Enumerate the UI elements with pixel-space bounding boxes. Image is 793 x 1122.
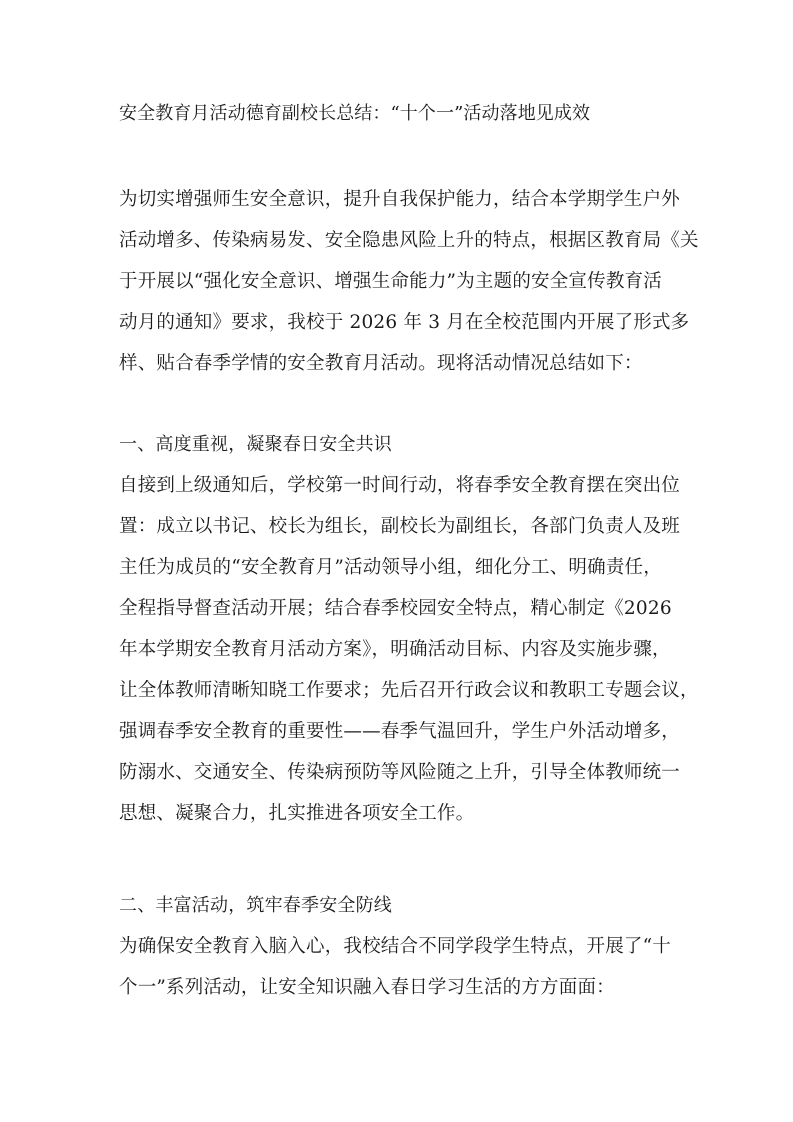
- intro-line: 活动增多、传染病易发、安全隐患风险上升的特点，根据区教育局《关: [119, 230, 699, 251]
- section-line: 个一”系列活动，让安全知识融入春日学习生活的方方面面：: [119, 977, 615, 998]
- section-line: 强调春季安全教育的重要性——春季气温回升，学生户外活动增多，: [119, 721, 681, 742]
- section-line: 自接到上级通知后，学校第一时间行动，将春季安全教育摆在突出位: [119, 475, 681, 496]
- section-line: 年本学期安全教育月活动方案》，明确活动目标、内容及实施步骤，: [119, 639, 671, 660]
- section-line: 主任为成员的“安全教育月”活动领导小组，细化分工、明确责任，: [119, 557, 662, 578]
- intro-line: 样、贴合春季学情的安全教育月活动。现将活动情况总结如下：: [119, 353, 643, 374]
- document-title: 安全教育月活动德育副校长总结：“十个一”活动落地见成效: [119, 103, 591, 124]
- section-line: 思想、凝聚合力，扎实推进各项安全工作。: [119, 803, 475, 824]
- section-line: 全程指导督查活动开展；结合春季校园安全特点，精心制定《2026: [119, 598, 672, 619]
- section-heading: 一、高度重视，凝聚春日安全共识: [119, 434, 392, 455]
- section-line: 防溺水、交通安全、传染病预防等风险随之上升，引导全体教师统一: [119, 762, 681, 783]
- intro-line: 为切实增强师生安全意识，提升自我保护能力，结合本学期学生户外: [119, 189, 681, 210]
- section-heading: 二、丰富活动，筑牢春季安全防线: [119, 895, 392, 916]
- section-line: 为确保安全教育入脑入心，我校结合不同学段学生特点，开展了“十: [119, 936, 671, 957]
- intro-line: 动月的通知》要求，我校于 2026 年 3 月在全校范围内开展了形式多: [119, 312, 690, 333]
- section-line: 置：成立以书记、校长为组长，副校长为副组长，各部门负责人及班: [119, 516, 681, 537]
- section-line: 让全体教师清晰知晓工作要求；先后召开行政会议和教职工专题会议，: [119, 680, 699, 701]
- intro-line: 于开展以“强化安全意识、增强生命能力”为主题的安全宣传教育活: [119, 271, 662, 292]
